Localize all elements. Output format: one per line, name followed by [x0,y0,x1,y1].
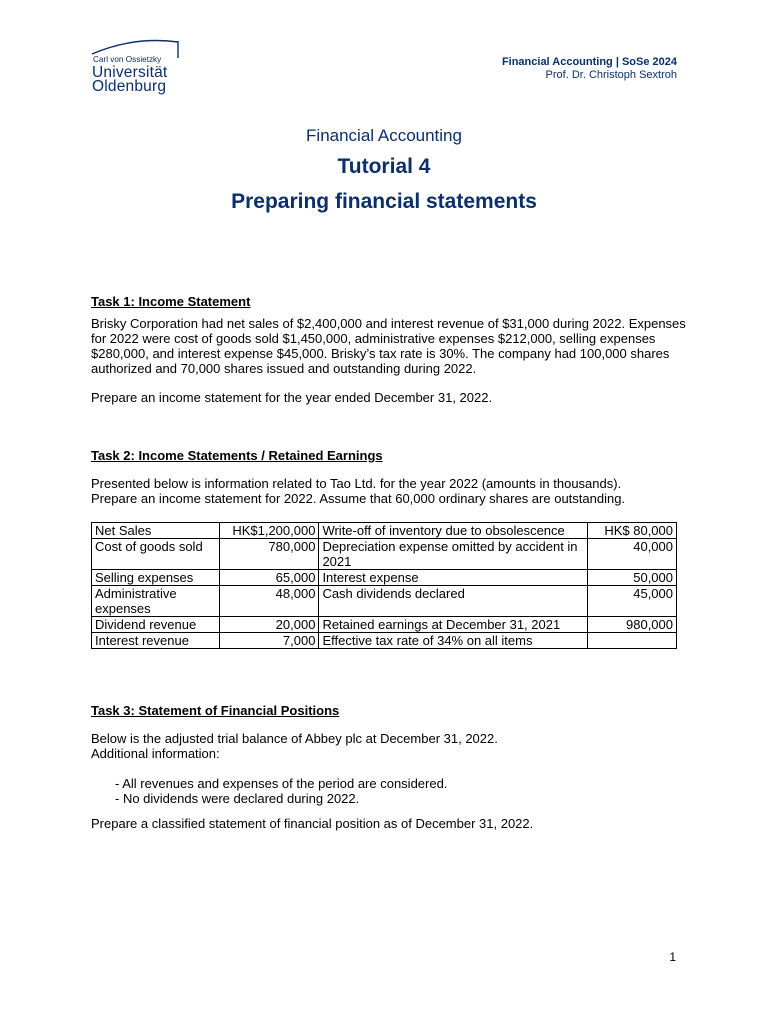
table-cell-label: Cash dividends declared [319,586,587,617]
table-cell-label: Administrative expenses [92,586,220,617]
tao-data-table [91,522,677,649]
table-cell-value: 980,000 [587,617,676,633]
task1-heading: Task 1: Income Statement [91,294,251,309]
task3-heading: Task 3: Statement of Financial Positions [91,703,340,718]
table-row [92,633,677,649]
page-number: 1 [669,950,676,964]
table-cell-label: Write-off of inventory due to obsolescence [319,523,587,539]
table-cell-label: Dividend revenue [92,617,220,633]
professor-name: Prof. Dr. Christoph Sextroh [545,69,677,81]
table-cell-label: Retained earnings at December 31, 2021 [319,617,587,633]
table-cell-value: 780,000 [220,539,319,570]
list-item: - No dividends were declared during 2022. [115,791,360,806]
table-cell-label: Interest expense [319,570,587,586]
table-row [92,539,677,570]
table-cell-value: 20,000 [220,617,319,633]
table-cell-label: Cost of goods sold [92,539,220,570]
table-cell-value: 50,000 [587,570,676,586]
task3-intro-line2: Additional information: [91,746,220,761]
table-cell-label: Net Sales [92,523,220,539]
table-cell-value: 48,000 [220,586,319,617]
table-cell-value: 45,000 [587,586,676,617]
course-header [502,56,677,82]
logo-text-universitaet: Universität [92,64,168,81]
tutorial-title: Tutorial 4 [337,155,431,178]
table-row [92,570,677,586]
task1-instruction: Prepare an income statement for the year ended December 31, 2022. [91,390,493,405]
table-cell-value: 40,000 [587,539,676,570]
task3-instruction: Prepare a classified statement of financial position as of December 31, 2022. [91,816,534,831]
task1-body: Brisky Corporation had net sales of $2,400,000 and interest revenue of $31,000 during 2022. Expenses for 2022 were cost of goods sold $1,450,000, administrative expenses $212,000, selling expenses $280,000, and interest expense $45,000. Brisky’s tax rate is 30%. The company had 100,000 shares authorized and 70,000 shares issued and outstanding during 2022. [91,316,686,376]
task2-intro-line2: Prepare an income statement for 2022. Assume that 60,000 ordinary shares are outstanding. [91,491,626,506]
table-cell-value: 7,000 [220,633,319,649]
course-name: Financial Accounting | SoSe 2024 [501,56,677,68]
task3-bullet-list [115,776,447,806]
table-cell-label: Depreciation expense omitted by accident in 2021 [319,539,587,570]
table-cell-label: Effective tax rate of 34% on all items [319,633,587,649]
list-item: - All revenues and expenses of the period are considered. [115,776,448,791]
table-cell-value: 65,000 [220,570,319,586]
table-row [92,523,677,539]
table-row [92,617,677,633]
table-row [92,586,677,617]
task2-intro-line1: Presented below is information related to Tao Ltd. for the year 2022 (amounts in thousands). [91,476,622,491]
logo-text-oldenburg: Oldenburg [92,78,167,95]
topic-title: Preparing financial statements [231,190,537,213]
table-cell-value: HK$ 80,000 [587,523,676,539]
university-logo [90,38,182,94]
task2-heading: Task 2: Income Statements / Retained Earnings [91,448,383,463]
subject-title: Financial Accounting [306,126,462,145]
logo-text-small: Carl von Ossietzky [93,55,162,64]
task3-intro-line1: Below is the adjusted trial balance of Abbey plc at December 31, 2022. [91,731,498,746]
table-cell-label: Interest revenue [92,633,220,649]
table-cell-value [587,633,676,649]
table-cell-label: Selling expenses [92,570,220,586]
table-cell-value: HK$1,200,000 [220,523,319,539]
